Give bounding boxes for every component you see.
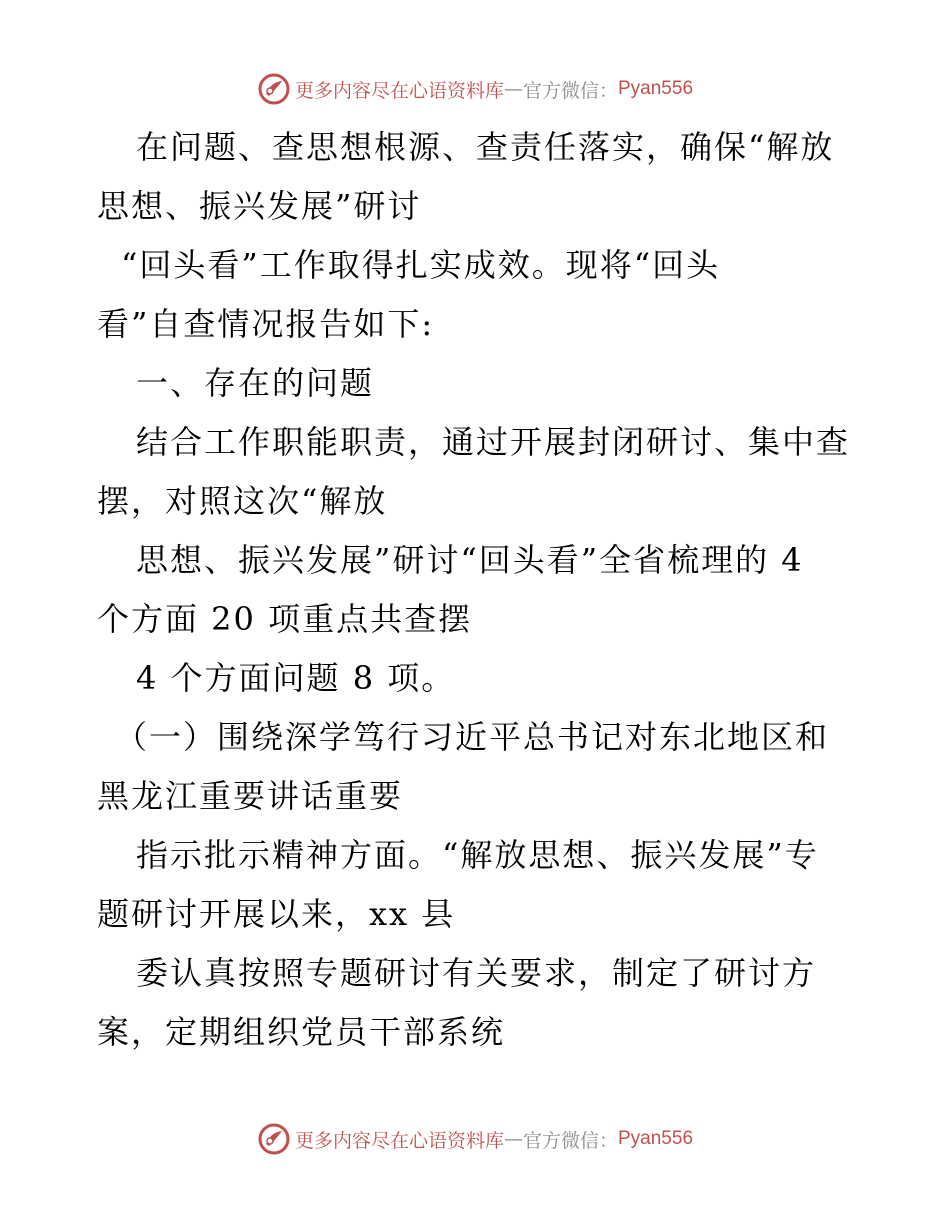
watermark-separator: — [503,78,523,100]
subsection-heading: （一）围绕深学笃行习近平总书记对东北地区和 [115,718,830,756]
footer-watermark [0,1122,950,1156]
text-line: 指示批示精神方面。“解放思想、振兴发展”专 [136,836,819,874]
text-line: 结合工作职能职责，通过开展封闭研讨、集中查 [136,423,851,461]
watermark-official: 官方微信： [522,1129,618,1152]
section-heading: 一、存在的问题 [136,364,375,402]
brand-logo-icon [257,1122,291,1156]
watermark-official: 官方微信： [522,79,618,102]
watermark-brand: 更多内容尽在心语资料库 [294,79,504,102]
watermark-id: Pyan556 [618,78,694,99]
text-line: 个方面 20 项重点共查摆 [97,600,473,638]
text-line: 看”自查情况报告如下: [97,305,435,343]
text-line: 思想、振兴发展”研讨 [97,187,422,225]
text-line: 题研讨开展以来，xx 县 [97,895,456,933]
text-line: 委认真按照专题研讨有关要求，制定了研讨方 [136,954,817,992]
text-line: 4 个方面问题 8 项。 [136,659,456,697]
text-line: 思想、振兴发展”研讨“回头看”全省梳理的 4 [136,541,804,579]
header-watermark [0,72,950,106]
text-line: “回头看”工作取得扎实成效。现将“回头 [121,246,721,284]
watermark-separator: — [503,1128,523,1150]
text-line: 摆，对照这次“解放 [97,482,388,520]
brand-logo-icon [257,72,291,106]
watermark-brand: 更多内容尽在心语资料库 [294,1129,504,1152]
text-line: 案，定期组织党员干部系统 [97,1013,506,1051]
text-line: 在问题、查思想根源、查责任落实，确保“解放 [136,128,835,166]
watermark-id: Pyan556 [618,1128,694,1149]
text-line: 黑龙江重要讲话重要 [97,777,404,815]
